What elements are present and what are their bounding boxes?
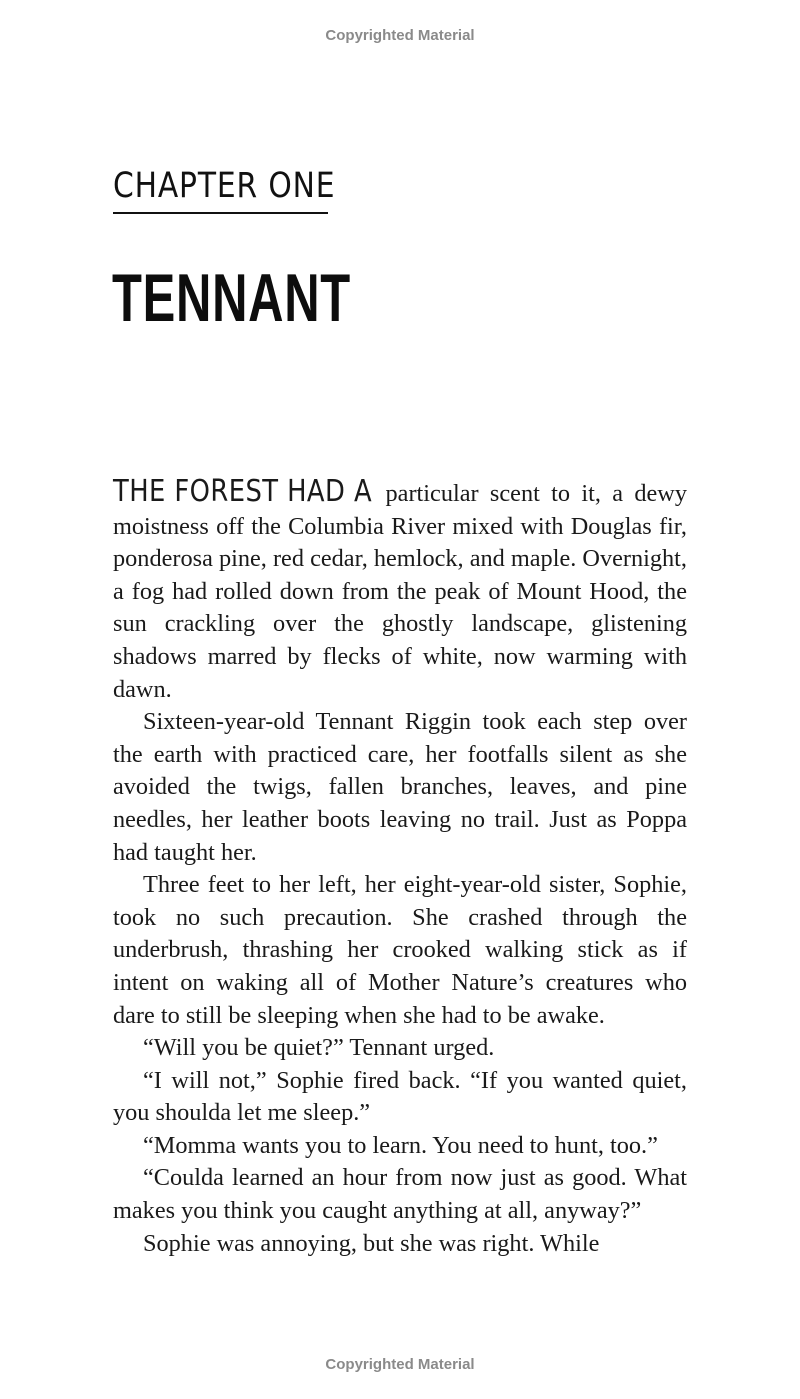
chapter-body xyxy=(113,476,687,1260)
chapter-underline xyxy=(113,212,328,214)
paragraph-6: “Momma wants you to learn. You need to hunt, too.” xyxy=(143,1131,658,1159)
chapter-title: TENNANT xyxy=(112,260,351,336)
chapter-label: CHAPTER ONE xyxy=(113,166,336,206)
paragraph-1-text: particular scent to it, a dewy moistness off the Columbia River mixed with Douglas fir, ponderosa pine, red cedar, hemlock, and maple. Overnight, a fog had rolled down from the peak of Mount Hood, the sun crackling over the ghostly landscape, glistening shadows marred by flecks of white, now warming with dawn. xyxy=(113,480,687,703)
paragraph-4: “Will you be quiet?” Tennant urged. xyxy=(143,1034,495,1062)
paragraph-7: “Coulda learned an hour from now just as good. What makes you think you caught anything at all, anyway?” xyxy=(113,1164,687,1225)
copyright-watermark-bottom: Copyrighted Material xyxy=(325,1356,475,1373)
paragraph-5: “I will not,” Sophie fired back. “If you wanted quiet, you shoulda let me sleep.” xyxy=(113,1066,687,1127)
paragraph-3: Three feet to her left, her eight-year-old sister, Sophie, took no such precaution. She crashed through the underbrush, thrashing her crooked walking stick as if intent on waking all of Mother Nature’s creatures who dare to still be sleeping when she had to be awake. xyxy=(113,871,687,1029)
paragraph-1 xyxy=(113,476,687,706)
lead-in-small-caps: THE FOREST HAD A xyxy=(113,474,373,509)
paragraph-8: Sophie was annoying, but she was right. While xyxy=(143,1229,600,1257)
copyright-watermark-top: Copyrighted Material xyxy=(325,27,475,44)
paragraph-2: Sixteen-year-old Tennant Riggin took each step over the earth with practiced care, her footfalls silent as she avoided the twigs, fallen branches, leaves, and pine needles, her leather boots leaving no trail. Just as Poppa had taught her. xyxy=(113,708,687,866)
